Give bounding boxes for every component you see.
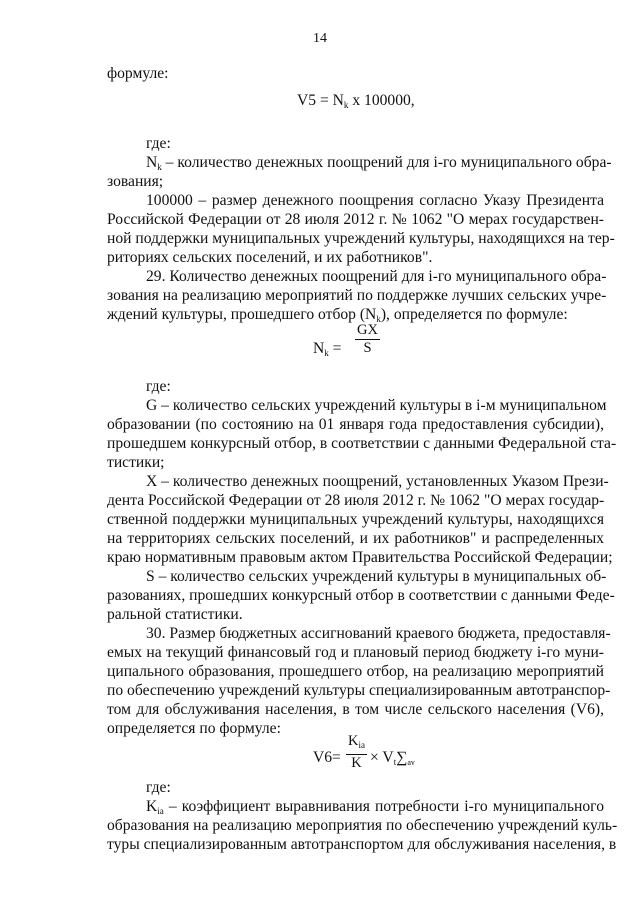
text-line: где: [146, 135, 171, 152]
text-line: том для обслуживания населения, в том числе сельского населения (V6), [107, 701, 604, 718]
formula-nk-fraction [355, 322, 380, 357]
text-line: зования; [107, 173, 164, 190]
formula-v6-v-sub: t [393, 757, 397, 767]
text-line: емых на текущий финансовый год и плановый период бюджету i-го муни- [107, 644, 604, 661]
formula-nk-sub: k [324, 348, 329, 358]
formula-nk-denominator: S [363, 340, 372, 356]
symbol-n-sub: k [157, 162, 162, 172]
formula-nk-eq: = [332, 340, 342, 357]
formula-nk-lhs: N [313, 340, 325, 357]
text-line: формуле: [107, 65, 169, 82]
symbol-k: K [146, 798, 158, 815]
formula-v5-lhs: V5 = N [297, 92, 344, 109]
text-line: 29. Количество денежных поощрений для i-го муниципального обра- [146, 268, 607, 285]
formula-v5-sub: k [343, 100, 349, 110]
text-line: где: [146, 779, 171, 796]
text-line: 100000 – размер денежного поощрения согласно Указу Президента [146, 192, 604, 209]
text-line: прошедшем конкурсный отбор, в соответствии с данными Федеральной ста- [107, 435, 617, 452]
text-line: G – количество сельских учреждений культуры в i-м муниципальном [146, 397, 607, 414]
formula-v6-sum-sub: av [407, 758, 415, 767]
text-line: дента Российской Федерации от 28 июля 2012 г. № 1062 "О мерах государ- [107, 492, 605, 509]
text-line: ственной поддержки муниципальных учреждений культуры, находящихся [107, 511, 604, 528]
text-line: Российской Федерации от 28 июля 2012 г. № 1062 "О мерах государствен- [107, 211, 604, 228]
formula-v6-numerator-sub: ia [358, 740, 365, 750]
text-line: ждений культуры, прошедшего отбор $(N_k)$, определяется по формуле: [107, 306, 568, 324]
text-line: разованиях, прошедших конкурсный отбор в соответствии с данными Феде- [107, 587, 615, 604]
formula-v6-times: × [370, 749, 379, 766]
formula-v5 [297, 92, 415, 110]
text-line: где: [146, 378, 171, 395]
formula-v6-fraction [346, 733, 367, 772]
text-line: S – количество сельских учреждений культуры в муниципальных об- [146, 568, 607, 585]
text-line: определяется по формуле: [107, 720, 281, 737]
symbol-n: N [146, 154, 158, 171]
text-line: ципального образования, прошедшего отбор, на реализацию мероприятий [107, 663, 604, 680]
text-line: X – количество денежных поощрений, установленных Указом Прези- [146, 473, 609, 490]
formula-v6-numerator: K [348, 733, 359, 749]
page-number: 14 [313, 31, 327, 46]
text-line: туры специализированным автотранспортом для обслуживания населения, в [107, 836, 617, 853]
formula-v6-denominator: K [351, 755, 362, 771]
text-line: краю нормативным правовым актом Правительства Российской Федерации; [107, 549, 613, 566]
symbol-k-ia-sub: ia [157, 806, 164, 816]
text-line: тистики; [107, 454, 165, 471]
symbol-k-sub: k [376, 314, 381, 324]
text-line: по обеспечению учреждений культуры специализированным автотранспор- [107, 682, 611, 699]
formula-v6-sum: ∑ [396, 749, 408, 766]
text-line: ральной статистики. [107, 606, 243, 623]
text-line: 30. Размер бюджетных ассигнований краевого бюджета, предоставля- [146, 625, 611, 642]
text-line: $N_k$ – количество денежных поощрений для i-го муниципального обра- [146, 154, 612, 172]
text-line: образования на реализацию мероприятия по обеспечению учреждений куль- [107, 817, 618, 834]
text-line: риториях сельских поселений, и их работников". [107, 249, 433, 266]
text-line: на территориях сельских поселений, и их работников" и распределенных [107, 530, 604, 547]
text-line: $K_{ia}$ – коэффициент выравнивания потребности i-го муниципального [146, 798, 604, 816]
text-line: зования на реализацию мероприятий по поддержке лучших сельских учре- [107, 287, 607, 304]
formula-v5-rhs: х 100000, [348, 92, 415, 109]
formula-nk-numerator: GX [357, 322, 378, 338]
text-line: ной поддержки муниципальных учреждений культуры, находящихся на тер- [107, 230, 615, 247]
text-line: образовании (по состоянию на 01 января года предоставления субсидии), [107, 416, 604, 433]
formula-v6-lhs: V6= [313, 749, 341, 766]
formula-v6-v: V [382, 749, 394, 766]
